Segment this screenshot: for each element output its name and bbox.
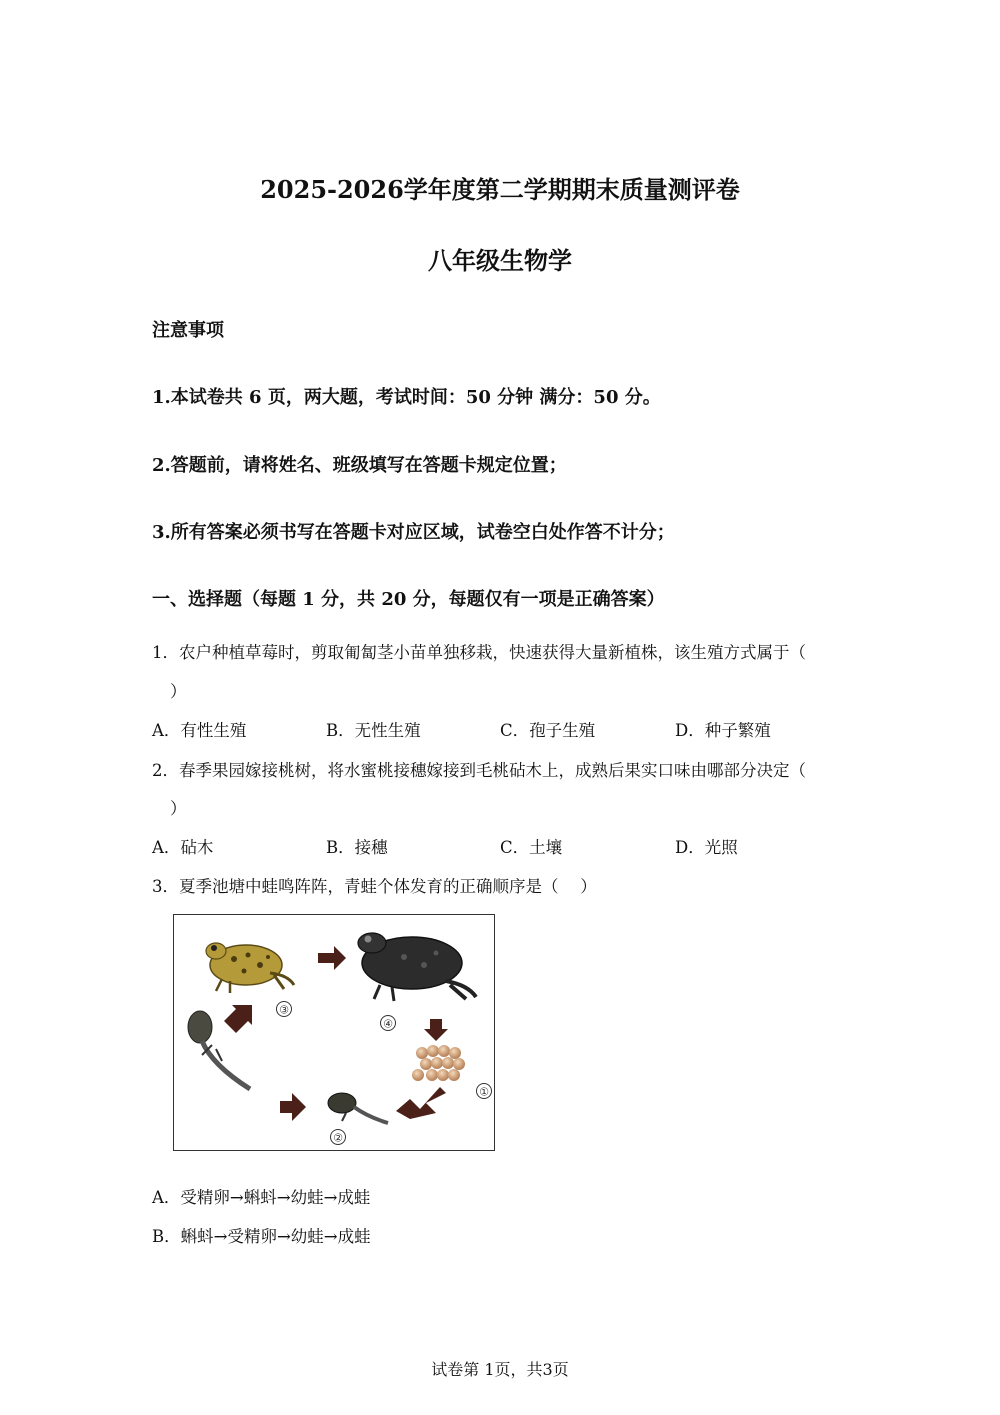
svg-text:②: ② bbox=[333, 1131, 343, 1145]
option-b[interactable]: B．接穗 bbox=[326, 838, 388, 857]
svg-text:①: ① bbox=[479, 1085, 489, 1099]
question-stem-cont: ） bbox=[170, 799, 187, 818]
question-stem: 2．春季果园嫁接桃树，将水蜜桃接穗嫁接到毛桃砧木上，成熟后果实口味由哪部分决定（ bbox=[152, 761, 806, 780]
option-b[interactable]: B．蝌蚪→受精卵→幼蛙→成蛙 bbox=[152, 1227, 371, 1246]
arrow-down-left-icon bbox=[396, 1087, 446, 1119]
option-a[interactable]: A．有性生殖 bbox=[152, 721, 247, 740]
arrow-down-icon bbox=[424, 1019, 448, 1041]
section-heading: 一、选择题（每题 1 分，共 20 分，每题仅有一项是正确答案） bbox=[152, 589, 665, 610]
option-c[interactable]: C．孢子生殖 bbox=[500, 721, 596, 740]
arrow-right-icon bbox=[318, 946, 346, 970]
frog-life-cycle-figure bbox=[173, 914, 495, 1151]
svg-text:④: ④ bbox=[383, 1017, 393, 1031]
adult-frog-icon bbox=[358, 933, 476, 1001]
stage-3-label bbox=[277, 1002, 292, 1017]
option-a[interactable]: A．砧木 bbox=[152, 838, 214, 857]
question-stem-cont: ） bbox=[170, 682, 187, 701]
stage-2-label bbox=[331, 1130, 346, 1145]
svg-text:③: ③ bbox=[279, 1003, 289, 1017]
page-footer: 试卷第 1页，共3页 bbox=[431, 1360, 569, 1379]
stage-1-label bbox=[477, 1084, 492, 1099]
frog-eggs-icon bbox=[412, 1045, 465, 1081]
note-item: 3.所有答案必须书写在答题卡对应区域，试卷空白处作答不计分； bbox=[152, 522, 675, 543]
question-stem: 3．夏季池塘中蛙鸣阵阵，青蛙个体发育的正确顺序是（ ） bbox=[152, 877, 597, 896]
option-b[interactable]: B．无性生殖 bbox=[326, 721, 421, 740]
exam-subject: 八年级生物学 bbox=[428, 246, 572, 275]
tadpole-icon bbox=[328, 1093, 388, 1123]
option-c[interactable]: C．土壤 bbox=[500, 838, 563, 857]
arrow-left-icon bbox=[280, 1093, 306, 1121]
note-item: 2.答题前，请将姓名、班级填写在答题卡规定位置； bbox=[152, 455, 567, 476]
question-stem: 1．农户种植草莓时，剪取匍匐茎小苗单独移栽，快速获得大量新植株，该生殖方式属于（ bbox=[152, 643, 806, 662]
option-d[interactable]: D．种子繁殖 bbox=[675, 721, 771, 740]
note-item: 1.本试卷共 6 页，两大题，考试时间：50 分钟 满分：50 分。 bbox=[152, 387, 661, 408]
notes-heading: 注意事项 bbox=[152, 320, 224, 341]
option-d[interactable]: D．光照 bbox=[675, 838, 738, 857]
young-frog-icon bbox=[206, 943, 294, 993]
arrow-up-right-icon bbox=[224, 1005, 252, 1033]
option-a[interactable]: A．受精卵→蝌蚪→幼蛙→成蛙 bbox=[152, 1188, 371, 1207]
frog-life-cycle-illustration bbox=[174, 915, 493, 1149]
stage-4-label bbox=[381, 1016, 396, 1031]
exam-title: 2025-2026学年度第二学期期末质量测评卷 bbox=[260, 175, 740, 204]
